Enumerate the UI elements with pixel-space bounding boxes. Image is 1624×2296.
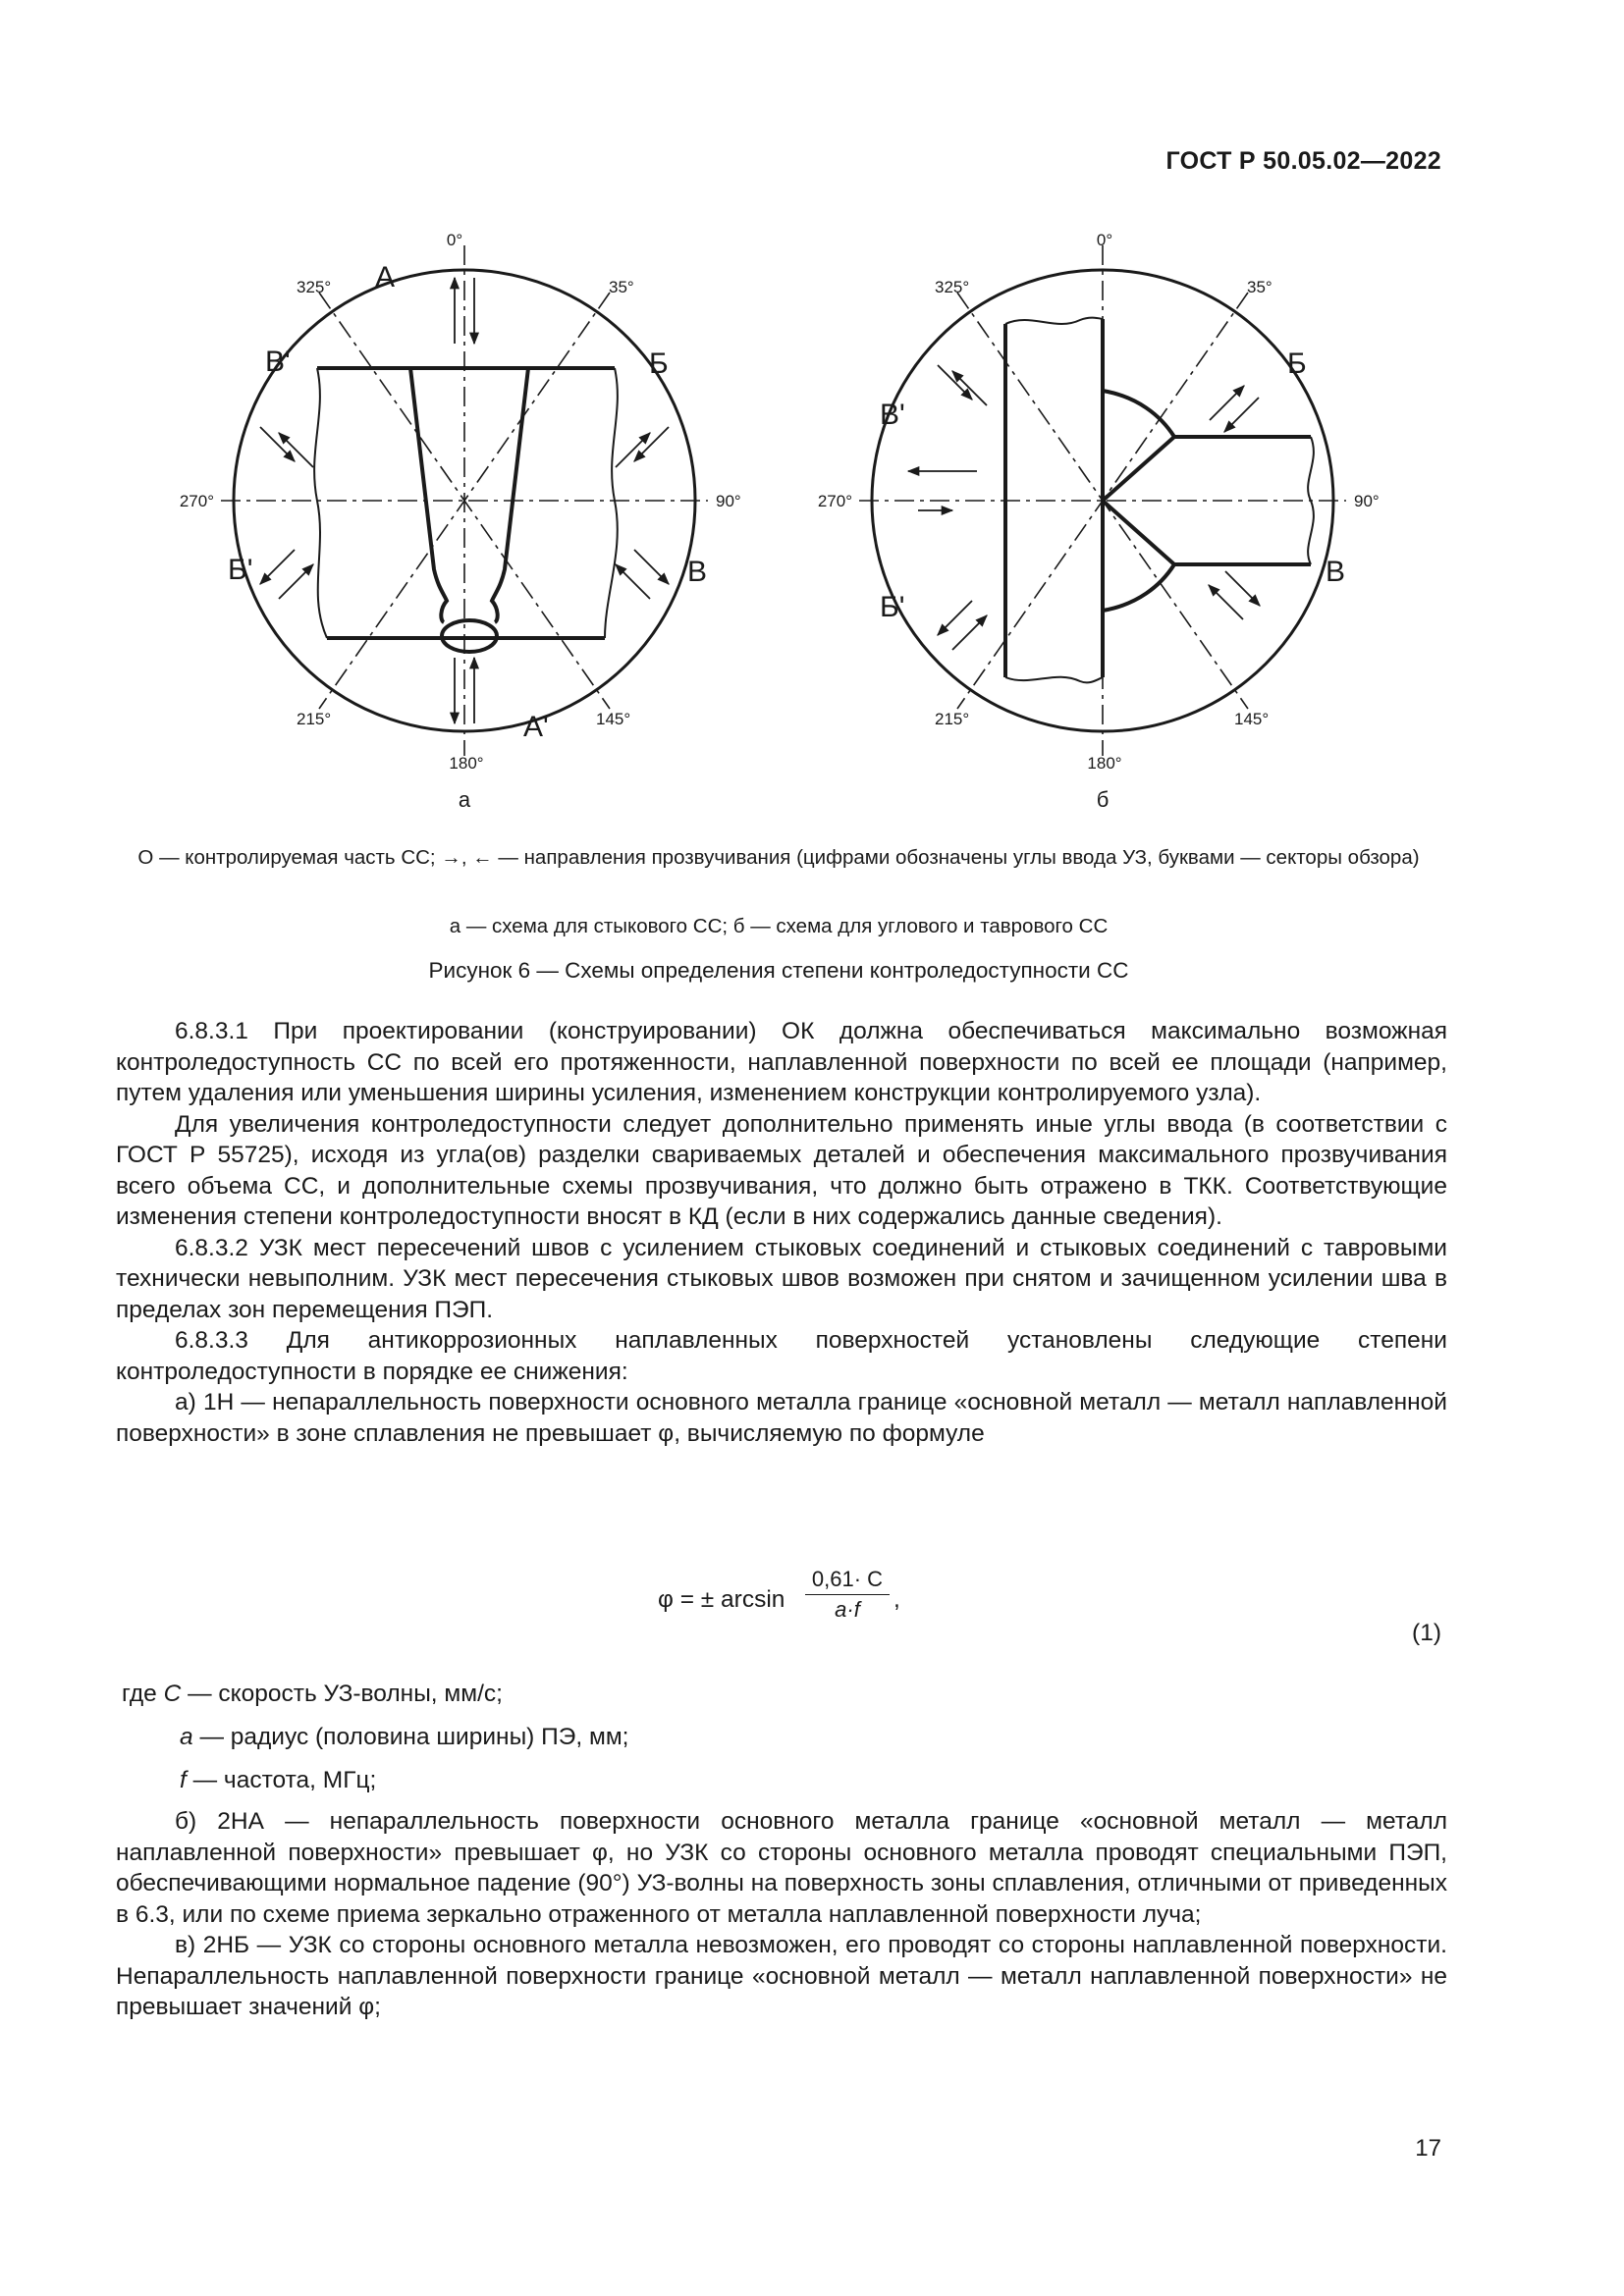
angle-label: 215° <box>297 710 332 728</box>
where-line-c <box>122 1681 503 1708</box>
sector-label: А <box>375 261 396 294</box>
document-number-header: ГОСТ Р 50.05.02—2022 <box>1165 147 1441 175</box>
figure-sub-caption: а — схема для стыкового СС; б — схема для углового и таврового СС <box>449 915 1109 937</box>
angle-label: 180° <box>1087 754 1122 773</box>
figure-6-drawing <box>0 0 1624 834</box>
weld-groove <box>410 368 528 652</box>
formula-denominator: a·f <box>835 1597 860 1622</box>
where-prefix: где <box>122 1681 157 1707</box>
diagram-a-sublabel: а <box>458 787 471 812</box>
formula-1 <box>658 1567 1011 1635</box>
body-text-block-1 <box>116 1016 1447 1449</box>
paragraph: в) 2НБ — УЗК со стороны основного металла невозможен, его проводят со стороны наплавленной поверхности. Непараллельность наплавленной поверхности границе «основной металл — металл наплавленной поверхности» не превышает значений φ; <box>116 1932 1447 2020</box>
sector-label: Б' <box>228 554 253 586</box>
angle-label: 90° <box>1354 492 1380 510</box>
diagram-a-axes <box>221 245 708 756</box>
sector-label: В <box>687 556 708 588</box>
diagram-b-sublabel: б <box>1096 787 1110 812</box>
angle-label: 325° <box>935 278 970 296</box>
diagram-b <box>859 245 1346 756</box>
diagram-b-labels <box>818 231 1380 773</box>
angle-label: 35° <box>609 278 634 296</box>
equation-number: (1) <box>1412 1620 1441 1646</box>
sector-label: Б <box>1287 347 1307 380</box>
angle-label: 215° <box>935 710 970 728</box>
formula-comma: , <box>893 1586 900 1613</box>
paragraph: 6.8.3.3 Для антикоррозионных наплавленных поверхностей установлены следующие степени контроледоступности в порядке ее снижения: <box>116 1327 1447 1385</box>
body-text-block-2 <box>116 1806 1447 2023</box>
angle-label: 0° <box>1096 231 1113 249</box>
symbol-a: a <box>180 1724 193 1750</box>
formula-fraction <box>805 1567 890 1623</box>
page-number: 17 <box>1415 2135 1441 2162</box>
horizontal-plate-break-line <box>1308 437 1314 564</box>
diagram-a-labels <box>180 231 741 773</box>
formula-lhs: φ = ± arcsin <box>658 1586 785 1613</box>
where-line-f <box>180 1767 376 1794</box>
paragraph: а) 1Н — непараллельность поверхности основного металла границе «основной металл — металл наплавленной поверхности» в зоне сплавления не превышает φ, вычисляемую по формуле <box>116 1389 1447 1447</box>
paragraph: б) 2НА — непараллельность поверхности основного металла границе «основной металл — металл наплавленной поверхности» превышает φ, но УЗК со стороны основного металла проводят специальными ПЭП, обеспечивающими нормальное падение (90°) УЗ-волны на поверхность зоны сплавления, отличными от приведенных в 6.3, или по схеме приема зеркально отраженного от металла наплавленной поверхности луча; <box>116 1808 1447 1928</box>
symbol-c: C <box>163 1681 182 1707</box>
figure-6 <box>0 0 1624 834</box>
sector-label: Б <box>649 347 669 380</box>
diagram-a-sectors <box>228 261 707 743</box>
where-a-text: — радиус (половина ширины) ПЭ, мм; <box>192 1724 629 1750</box>
where-f-text: — частота, МГц; <box>186 1767 377 1793</box>
where-c-text: — скорость УЗ-волны, мм/с; <box>181 1681 503 1707</box>
formula-numerator: 0,61· C <box>805 1567 890 1595</box>
tee-joint-vertical-plate <box>1005 319 1103 677</box>
figure-title: Рисунок 6 — Схемы определения степени контроледоступности СС <box>428 958 1129 983</box>
angle-label: 0° <box>446 231 463 249</box>
angle-label: 180° <box>449 754 484 773</box>
sector-label: В' <box>880 399 905 431</box>
angle-label: 145° <box>1234 710 1270 728</box>
diagram-a <box>221 245 708 756</box>
angle-label: 90° <box>716 492 741 510</box>
angle-label: 35° <box>1247 278 1272 296</box>
paragraph: 6.8.3.2 УЗК мест пересечений швов с усилением стыковых соединений и стыковых соединений с тавровыми технически невыполним. УЗК мест пересечения стыковых швов возможен при снятом и зачищенном усилении шва в пределах зон перемещения ПЭП. <box>116 1234 1447 1323</box>
angle-label: 145° <box>596 710 631 728</box>
sector-label: В' <box>265 346 291 378</box>
paragraph: Для увеличения контроледоступности следует дополнительно применять иные углы ввода (в соответствии с ГОСТ Р 55725), исходя из угла(ов) разделки свариваемых деталей и обеспечения максимального прозвучивания всего объема СС, и дополнительные схемы прозвучивания, что должно быть отражено в ТКК. Соответствующие изменения степени контроледоступности вносят в КД (если в них содержались данные сведения). <box>116 1110 1447 1230</box>
figure-legend: О — контролируемая часть СС; →, ← — направления прозвучивания (цифрами обозначены углы ввода УЗ, буквами — секторы обзора) <box>137 846 1420 869</box>
angle-label: 270° <box>817 492 852 510</box>
diagram-b-sectors <box>880 347 1345 623</box>
symbol-f: f <box>180 1767 187 1793</box>
angle-label: 325° <box>297 278 332 296</box>
angle-label: 270° <box>179 492 214 510</box>
paragraph: 6.8.3.1 При проектировании (конструировании) ОК должна обеспечиваться максимально возможная контроледоступность СС по всей его протяженности, наплавленной поверхности по всей ее площади (например, путем удаления или уменьшения ширины усиления, изменением конструкции контролируемого узла). <box>116 1018 1447 1106</box>
diagram-b-arrows <box>908 365 1260 650</box>
sector-label: А' <box>523 711 549 743</box>
sector-label: В <box>1326 556 1346 588</box>
sector-label: Б' <box>880 591 905 623</box>
where-line-a <box>180 1724 628 1751</box>
